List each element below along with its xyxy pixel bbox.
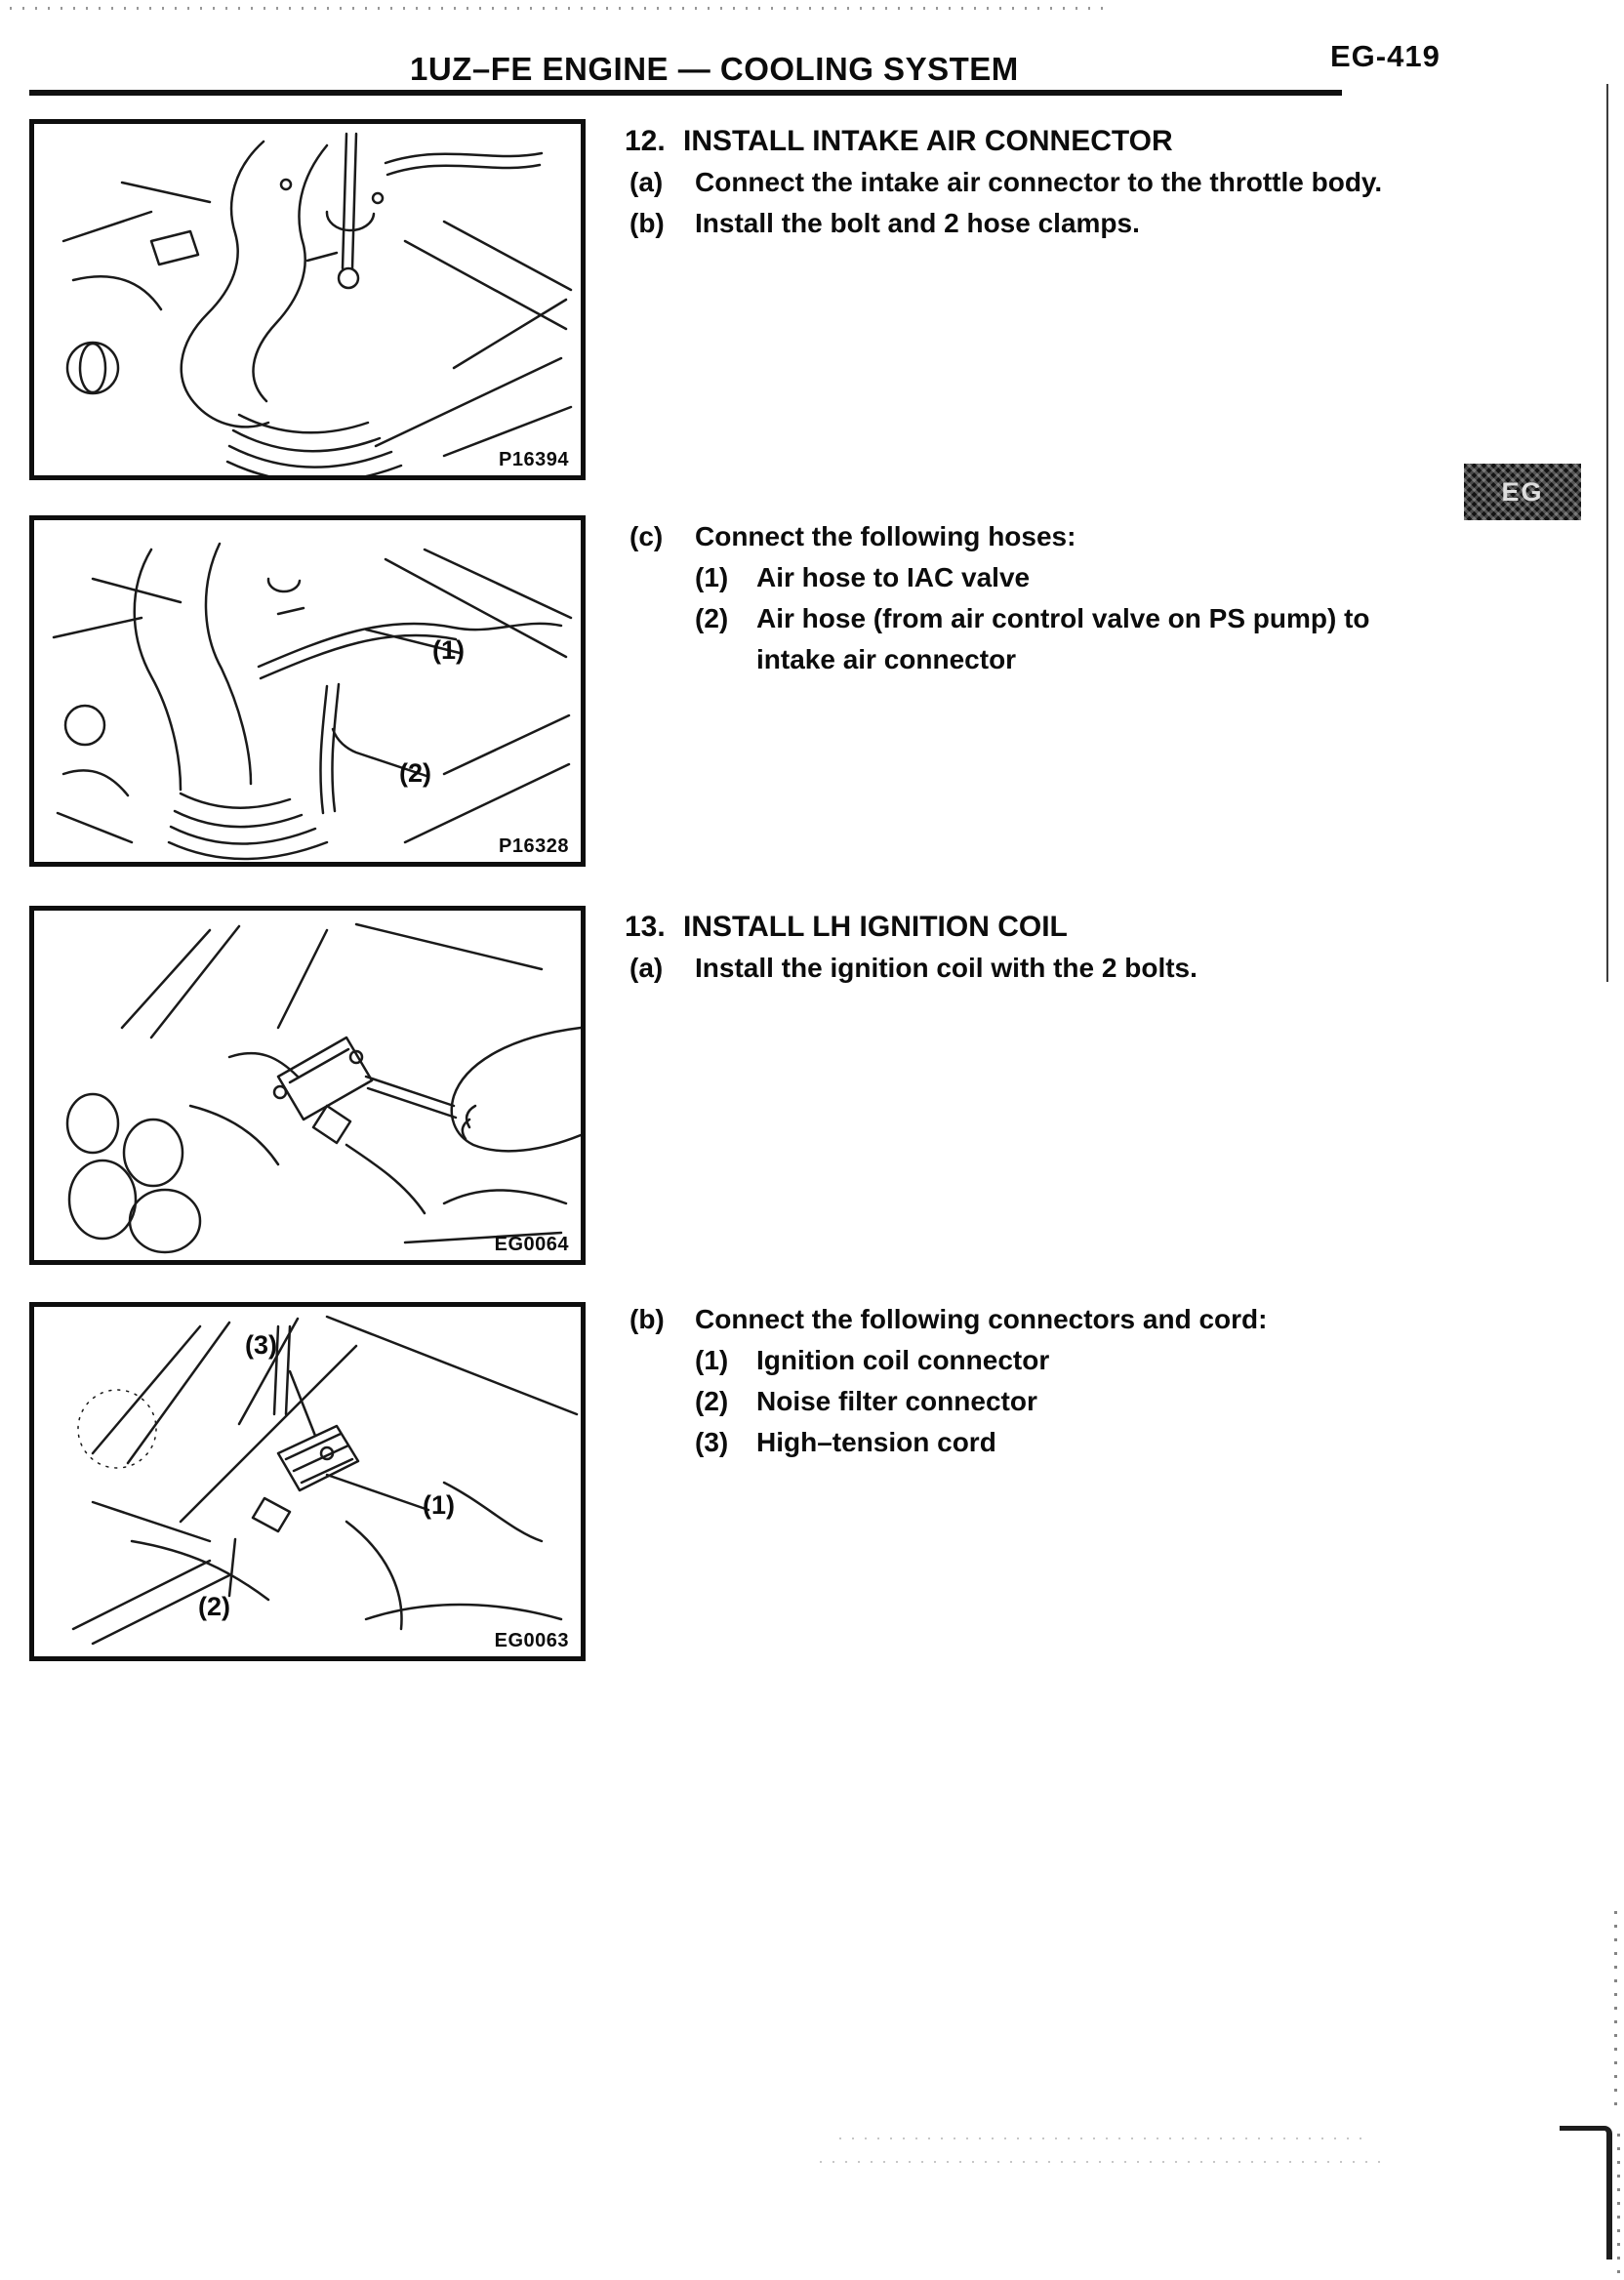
engine-line-art (34, 1307, 581, 1656)
item-text: Air hose (from air control valve on PS pump) to (756, 603, 1370, 633)
callout-3: (3) (245, 1330, 277, 1360)
step-label: (c) (629, 521, 664, 551)
item-b2 (695, 1385, 1037, 1418)
callout-1: (1) (423, 1490, 455, 1520)
item-b1 (695, 1344, 1049, 1377)
item-c2 (695, 602, 1370, 635)
item-label: (2) (695, 603, 729, 633)
item-label: (2) (695, 1386, 729, 1416)
engine-line-art (34, 520, 581, 862)
step-13a (629, 952, 1198, 985)
callout-2: (2) (399, 758, 431, 788)
step-label: (a) (629, 167, 664, 197)
item-text: Ignition coil connector (756, 1345, 1050, 1375)
scan-noise-bottom-2 (820, 2161, 1386, 2163)
scan-noise-top (10, 7, 1113, 10)
item-text: Air hose to IAC valve (756, 562, 1031, 592)
engine-line-art (34, 124, 581, 475)
figure-code: EG0064 (494, 1234, 569, 1255)
callout-2: (2) (198, 1592, 230, 1621)
step-12a (629, 166, 1382, 199)
figure-hose-connections (29, 515, 586, 867)
item-text-continued: intake air connector (756, 644, 1017, 674)
scan-hook-mark (1560, 2126, 1612, 2260)
step-12b (629, 207, 1140, 240)
item-label: (1) (695, 562, 729, 592)
section-12-heading (625, 125, 1173, 158)
page-right-border (1606, 84, 1608, 982)
step-label: (b) (629, 1304, 665, 1334)
figure-coil-connectors (29, 1302, 586, 1661)
item-text: Noise filter connector (756, 1386, 1037, 1416)
item-text: High–tension cord (756, 1427, 996, 1457)
section-title: INSTALL LH IGNITION COIL (683, 911, 1068, 943)
step-12c (629, 520, 1076, 553)
callout-1: (1) (432, 635, 465, 665)
step-13b (629, 1303, 1267, 1336)
section-13-heading (625, 911, 1068, 944)
item-label: (3) (695, 1427, 729, 1457)
figure-code: P16328 (499, 835, 569, 857)
step-label: (b) (629, 208, 665, 238)
section-number: 12. (625, 125, 666, 157)
scan-noise-bottom-1 (839, 2138, 1366, 2139)
item-c2-continued (756, 643, 1016, 676)
section-tab-label: EG (1501, 476, 1544, 507)
page-title: 1UZ–FE ENGINE — COOLING SYSTEM (410, 51, 1019, 87)
figure-intake-air-connector (29, 119, 586, 480)
section-tab-eg (1464, 464, 1581, 520)
step-text: Connect the following hoses: (695, 521, 1076, 551)
step-label: (a) (629, 953, 664, 983)
scan-noise-right-edge-1 (1614, 1911, 1617, 2106)
step-text: Install the ignition coil with the 2 bolts. (695, 953, 1198, 983)
engine-line-art (34, 911, 581, 1260)
item-label: (1) (695, 1345, 729, 1375)
section-number: 13. (625, 911, 666, 943)
scan-noise-right-edge-2 (1617, 2134, 1620, 2275)
step-text: Install the bolt and 2 hose clamps. (695, 208, 1140, 238)
header-rule (29, 90, 1342, 96)
section-title: INSTALL INTAKE AIR CONNECTOR (683, 125, 1173, 157)
item-c1 (695, 561, 1030, 594)
step-text: Connect the following connectors and cord: (695, 1304, 1268, 1334)
figure-ignition-coil-install (29, 906, 586, 1265)
item-b3 (695, 1426, 996, 1459)
figure-code: EG0063 (494, 1630, 569, 1651)
figure-code: P16394 (499, 449, 569, 470)
page-number: EG-419 (1330, 39, 1441, 73)
step-text: Connect the intake air connector to the throttle body. (695, 167, 1383, 197)
